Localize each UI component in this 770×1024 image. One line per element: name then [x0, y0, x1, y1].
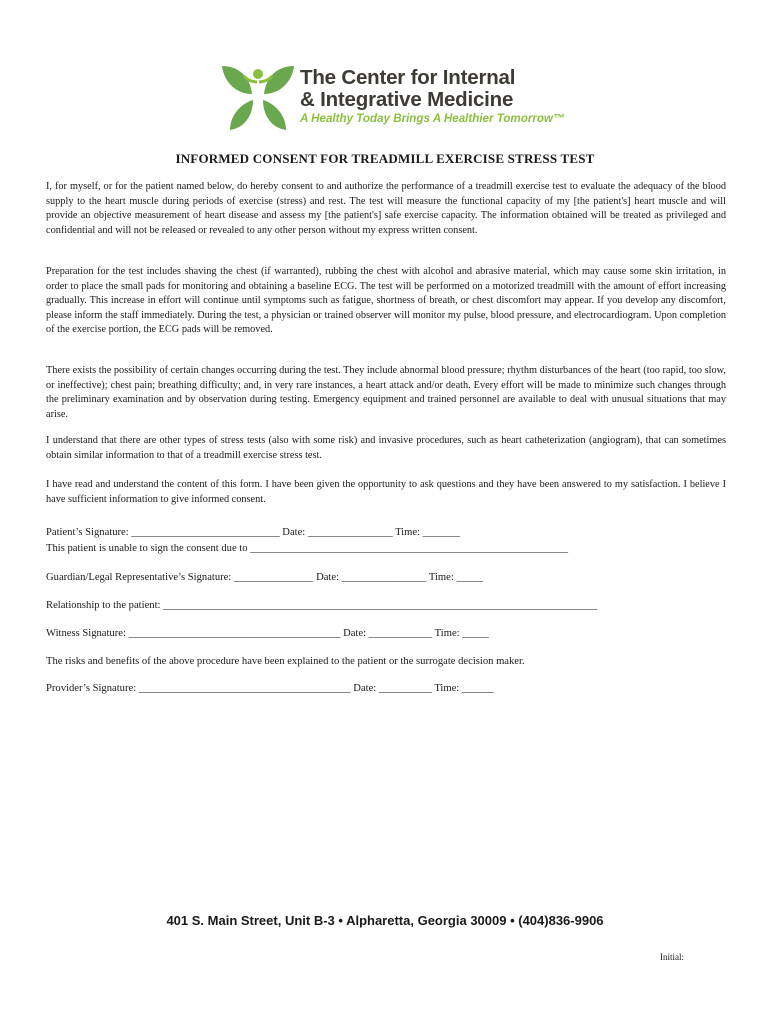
acknowledgement-paragraph: I have read and understand the content of this form. I have been given the opportunity to ask questions and they have been answered to my satisfaction. I believe I have sufficient information to give informed consent. [46, 479, 726, 505]
clinic-address: 401 S. Main Street, Unit B-3 • Alpharetta, Georgia 30009 • (404)836-9906 [166, 913, 604, 928]
initial-label[interactable]: Initial: [660, 952, 684, 962]
clinic-logo [222, 60, 565, 132]
logo-name-line2: & Integrative Medicine [300, 88, 514, 111]
patient-signature-field[interactable]: Patient’s Signature: ____________________________ Date: ________________ Time: _______ [46, 527, 460, 538]
leaf-figure-icon [222, 60, 294, 132]
provider-signature-field[interactable]: Provider’s Signature: ________________________________________ Date: __________ Time: ______ [46, 683, 494, 694]
relationship-field[interactable]: Relationship to the patient: __________________________________________________________________________________ [46, 600, 598, 611]
logo-tagline: A Healthy Today Brings A Healthier Tomorrow™ [300, 112, 565, 125]
alternatives-paragraph: I understand that there are other types of stress tests (also with some risk) and invasive procedures, such as heart catheterization (angiogram), that can sometimes obtain similar information to that of a treadmill exercise stress test. [46, 435, 726, 461]
document-title: INFORMED CONSENT FOR TREADMILL EXERCISE STRESS TEST [175, 151, 595, 166]
preparation-paragraph: Preparation for the test includes shaving the chest (if warranted), rubbing the chest with alcohol and abrasive material, which may cause some skin irritation, in order to place the small pads for monitoring and obtaining a baseline ECG. The test will be performed on a motorized treadmill with the amount of effort increasing gradually. This increase in effort will continue until symptoms such as fatigue, shortness of breath, or chest discomfort may appear. If you develop any discomfort, please inform the staff immediately. During the test, a physician or trained observer will monitor my pulse, blood pressure, and electrocardiogram. Upon completion of the exercise portion, the ECG pads will be removed. [46, 266, 726, 336]
unable-to-sign-field[interactable]: This patient is unable to sign the consent due to ____________________________________________________________ [46, 543, 569, 554]
risks-paragraph: There exists the possibility of certain changes occurring during the test. They include abnormal blood pressure; rhythm disturbances of the heart (too rapid, too slow, or ineffective); chest pain; breathing difficulty; and, in very rare instances, a heart attack and/or death. Every effort will be made to minimize such changes through the preliminary examination and by observation during testing. Emergency equipment and trained personnel are available to deal with unusual situations that may arise. [46, 365, 726, 420]
risks-explained-statement: The risks and benefits of the above procedure have been explained to the patient or the surrogate decision maker. [46, 656, 525, 667]
consent-paragraph-1: I, for myself, or for the patient named below, do hereby consent to and authorize the performance of a treadmill exercise test to evaluate the adequacy of the blood supply to the heart muscle during periods of exercise (stress) and rest. The test will measure the functional capacity of my [the patient's] heart muscle and will provide an objective measurement of heart disease and assess my [the patient's] safe exercise capacity. The information obtained will be treated as privileged and confidential and will not be released or revealed to any other person without my express written consent. [46, 181, 726, 236]
guardian-signature-field[interactable]: Guardian/Legal Representative’s Signature: _______________ Date: ________________ Time: _____ [46, 572, 483, 583]
witness-signature-field[interactable]: Witness Signature: ________________________________________ Date: ____________ Time: _____ [46, 628, 489, 639]
logo-name-line1: The Center for Internal [300, 66, 516, 89]
